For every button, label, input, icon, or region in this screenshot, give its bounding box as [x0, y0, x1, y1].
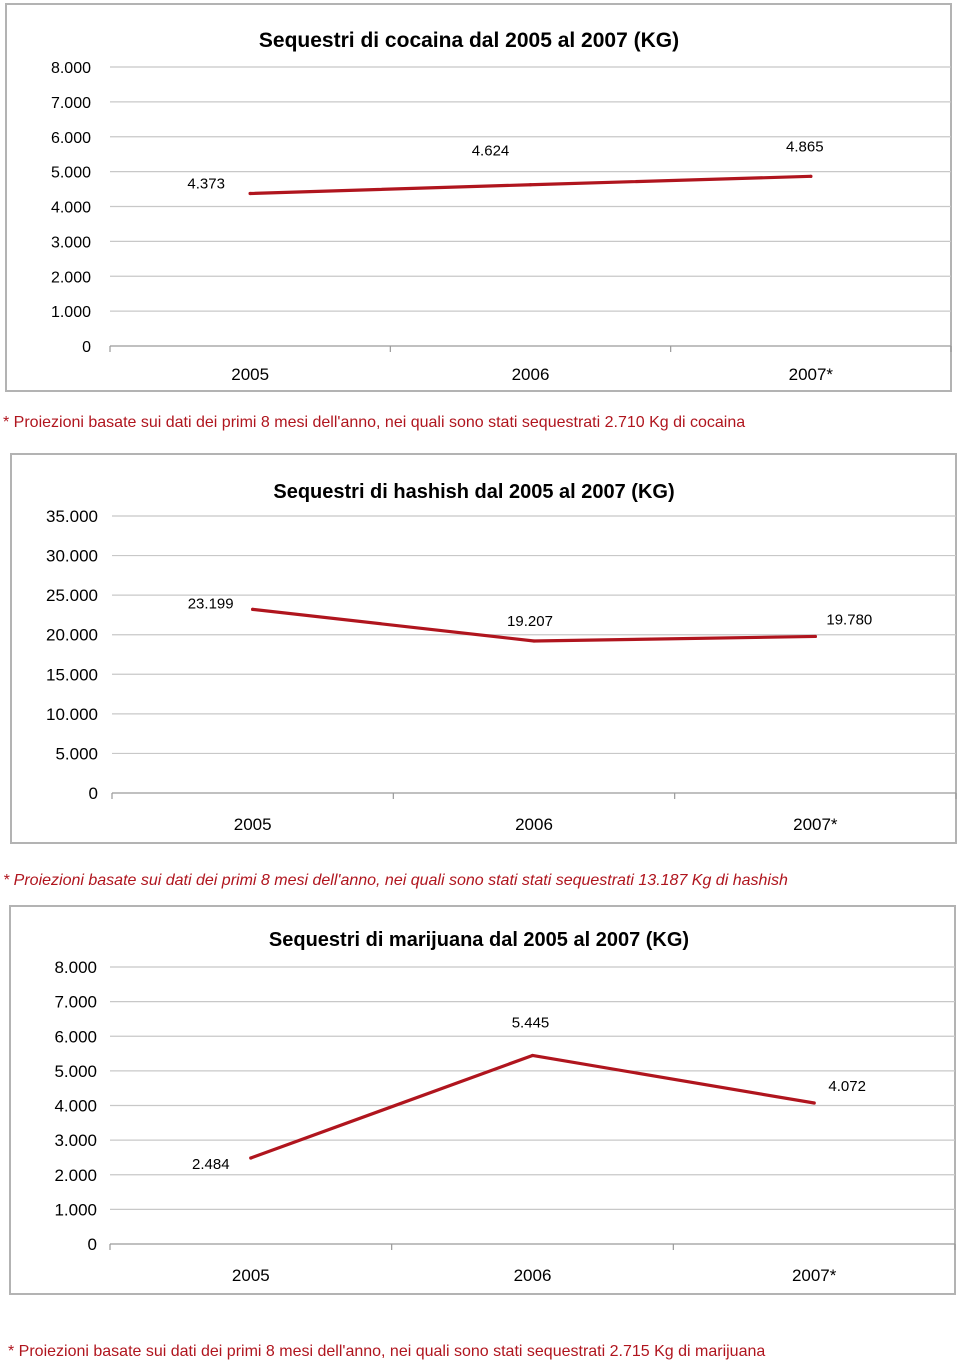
- chart-1-y-tick-label: 8.000: [50, 60, 91, 77]
- chart-2-data-point: [532, 639, 535, 642]
- chart-3-data-label: 5.445: [511, 1014, 550, 1032]
- chart-3-data-label: 2.484: [192, 1155, 230, 1173]
- chart-3-y-tick-label: 8.000: [54, 958, 97, 977]
- chart-1-y-tick-label: 6.000: [50, 129, 91, 147]
- chart-2-y-tick-label: 20.000: [46, 625, 98, 645]
- chart-2-data-point: [251, 608, 254, 611]
- chart-2-data-point: [814, 635, 817, 638]
- chart-1-data-point: [529, 183, 532, 186]
- chart-1-data-point: [809, 175, 812, 178]
- chart-3-y-tick-label: 6.000: [54, 1027, 97, 1047]
- chart-3-data-point: [813, 1101, 816, 1104]
- chart-2-y-tick-label: 30.000: [46, 546, 98, 566]
- chart-3-x-tick-label: 2005: [231, 1266, 270, 1285]
- chart-1-y-tick-label: 4.000: [50, 199, 91, 217]
- chart-3-title: Sequestri di marijuana dal 2005 al 2007 (KG): [268, 929, 690, 951]
- chart-2-y-tick-label: 5.000: [55, 744, 98, 764]
- chart-2-data-label: 19.207: [507, 612, 553, 630]
- chart-1-y-tick-label: 7.000: [50, 94, 91, 112]
- chart-2-y-tick-label: 25.000: [46, 586, 98, 606]
- chart-1-y-tick-label: 0: [82, 339, 91, 356]
- chart-1-x-tick-label: 2005: [231, 365, 270, 384]
- chart-3-data-point: [249, 1156, 252, 1159]
- chart-3-y-tick-label: 2.000: [54, 1165, 97, 1185]
- chart-1-x-tick-label: 2006: [511, 365, 550, 384]
- chart-1-data-point: [249, 192, 252, 195]
- chart-2-y-tick-label: 10.000: [46, 704, 98, 724]
- chart-1-x-tick-label: 2007*: [788, 365, 834, 384]
- chart-3-y-tick-label: 1.000: [54, 1200, 97, 1220]
- chart-1-y-tick-label: 1.000: [50, 304, 91, 322]
- chart-2-x-tick-label: 2005: [233, 815, 272, 834]
- chart-3-y-tick-label: 7.000: [54, 992, 97, 1012]
- chart-1-data-label: 4.624: [471, 142, 510, 160]
- chart-2-data-label: 19.780: [826, 611, 873, 629]
- chart-2-data-label: 23.199: [187, 595, 234, 613]
- chart-3-data-point: [531, 1054, 534, 1057]
- chart-cocaina-footnote: * Proiezioni basate sui dati dei primi 8 mesi dell'anno, nei quali sono stati sequestrati 2.710 Kg di cocaina: [3, 414, 746, 431]
- chart-marijuana-footnote: * Proiezioni basate sui dati dei primi 8 mesi dell'anno, nei quali sono stati sequestrati 2.715 Kg di marijuana: [8, 1343, 766, 1360]
- chart-2-y-tick-label: 35.000: [46, 507, 98, 526]
- chart-hashish: [10, 453, 957, 844]
- chart-3-data-label: 4.072: [828, 1078, 866, 1096]
- chart-1-y-tick-label: 2.000: [50, 269, 91, 287]
- chart-marijuana: [9, 905, 956, 1295]
- chart-hashish-plot: [12, 455, 959, 846]
- chart-2-x-tick-label: 2006: [515, 815, 553, 834]
- chart-2-title: Sequestri di hashish dal 2005 al 2007 (KG): [273, 481, 675, 503]
- chart-3-x-tick-label: 2007*: [791, 1266, 837, 1285]
- chart-1-y-tick-label: 5.000: [50, 164, 91, 182]
- chart-2-x-tick-label: 2007*: [793, 815, 838, 834]
- chart-1-data-label: 4.865: [786, 138, 824, 156]
- chart-1-y-tick-label: 3.000: [50, 234, 91, 252]
- chart-hashish-footnote: * Proiezioni basate sui dati dei primi 8 mesi dell'anno, nei quali sono stati stati sequestrati 13.187 Kg di hashish: [3, 872, 788, 889]
- chart-3-y-tick-label: 5.000: [54, 1061, 97, 1081]
- chart-1-title: Sequestri di cocaina dal 2005 al 2007 (KG): [258, 29, 680, 52]
- chart-3-x-tick-label: 2006: [513, 1266, 552, 1285]
- chart-3-y-tick-label: 4.000: [54, 1096, 97, 1116]
- chart-cocaina: [5, 3, 952, 392]
- chart-3-y-tick-label: 3.000: [54, 1131, 97, 1151]
- chart-2-y-tick-label: 15.000: [46, 665, 98, 685]
- chart-cocaina-plot: [7, 5, 954, 394]
- chart-1-data-label: 4.373: [187, 175, 225, 193]
- chart-2-y-tick-label: 0: [88, 784, 98, 803]
- chart-marijuana-plot: [11, 907, 958, 1297]
- chart-3-y-tick-label: 0: [87, 1235, 97, 1254]
